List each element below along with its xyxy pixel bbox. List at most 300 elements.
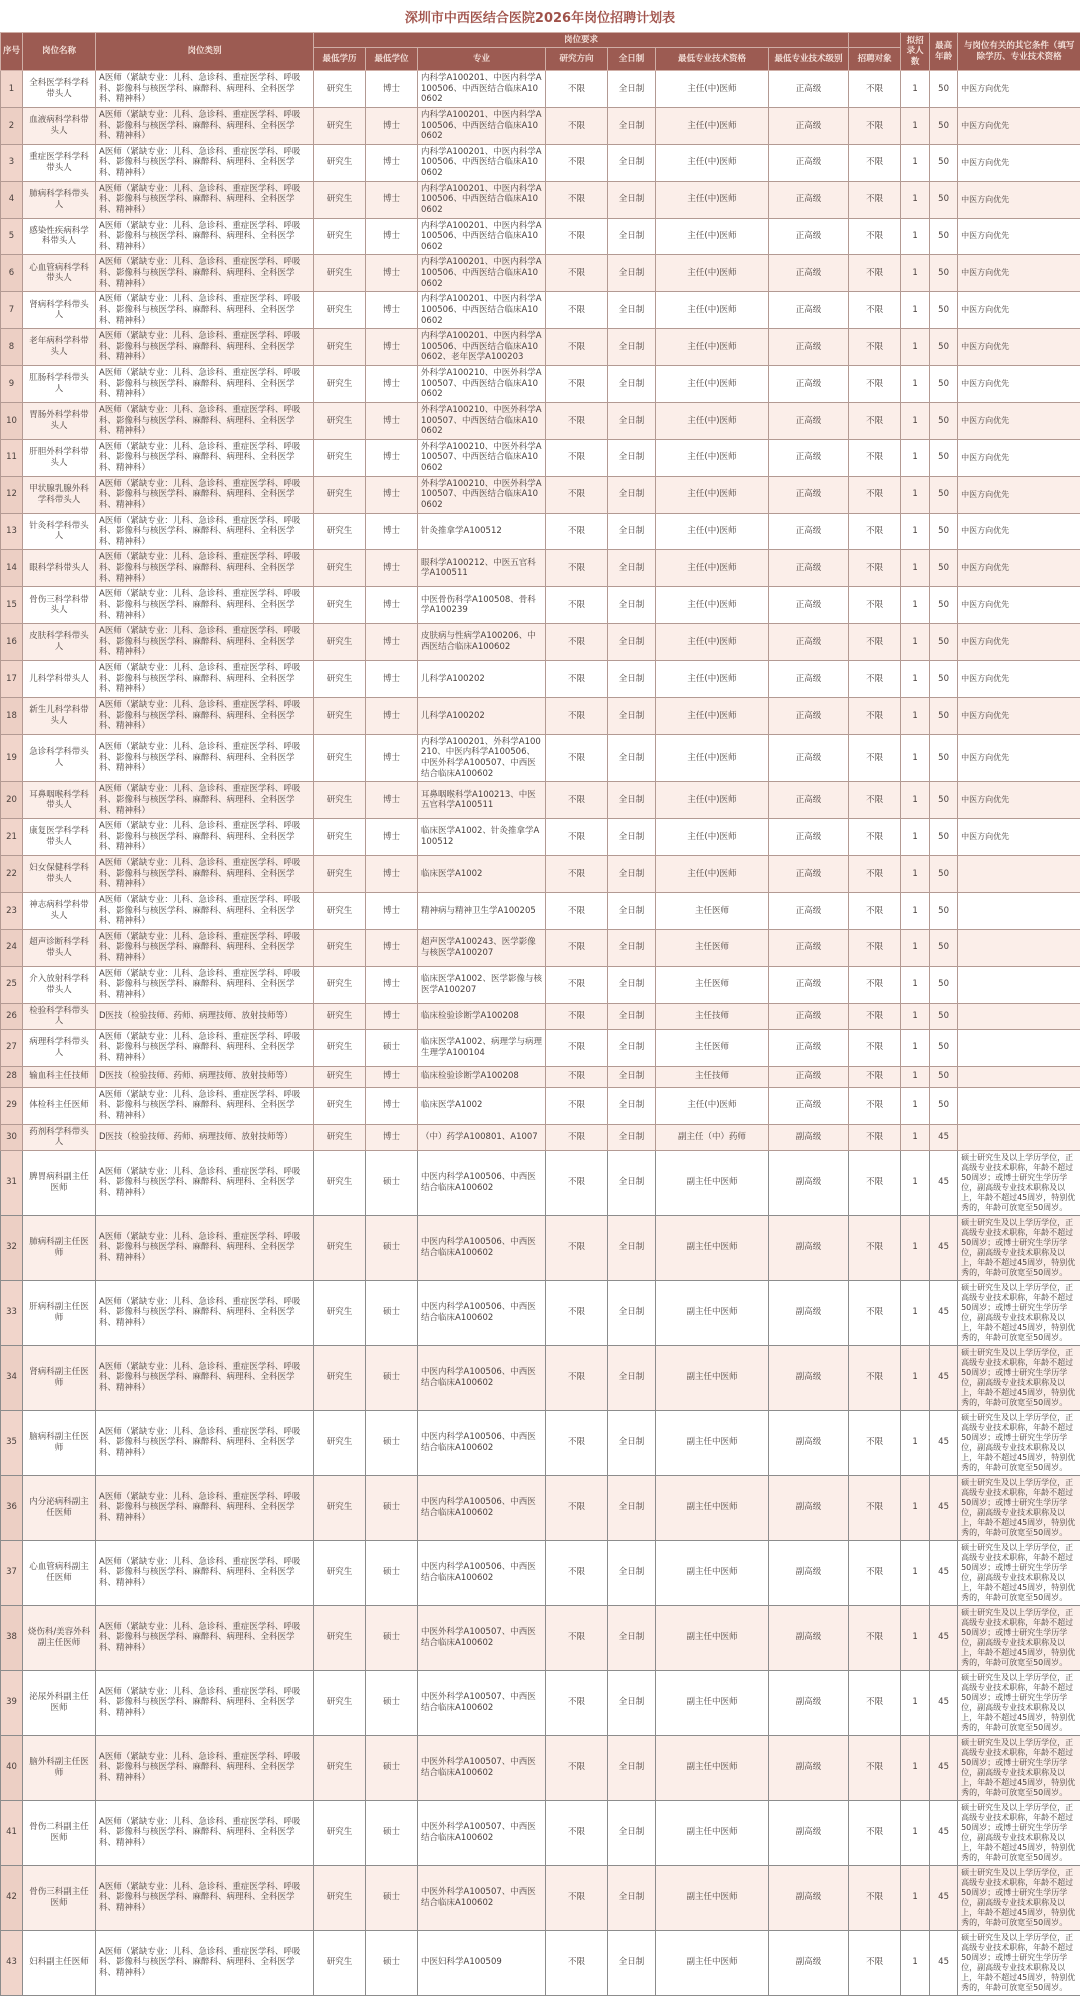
cell-ft: 全日制 bbox=[608, 929, 656, 966]
cell-target: 不限 bbox=[849, 476, 901, 513]
cell-target: 不限 bbox=[849, 929, 901, 966]
cell-name: 心血管病科学科带头人 bbox=[23, 255, 96, 292]
cell-cat: A医师（紧缺专业：儿科、急诊科、重症医学科、呼吸科、影像科与核医学科、麻醉科、病理科、全科医学科、精神科） bbox=[96, 366, 314, 403]
cell-edu: 研究生 bbox=[314, 1087, 366, 1124]
cell-edu: 研究生 bbox=[314, 734, 366, 782]
table-row bbox=[1, 966, 1080, 1003]
cell-name: 康复医学科学科带头人 bbox=[23, 819, 96, 856]
cell-no: 35 bbox=[1, 1410, 23, 1475]
cell-degree: 博士 bbox=[366, 1003, 418, 1029]
cell-ft: 全日制 bbox=[608, 661, 656, 698]
cell-cat: A医师（紧缺专业：儿科、急诊科、重症医学科、呼吸科、影像科与核医学科、麻醉科、病理科、全科医学科、精神科） bbox=[96, 661, 314, 698]
cell-no: 34 bbox=[1, 1345, 23, 1410]
cell-name: 感染性疾病科学科带头人 bbox=[23, 218, 96, 255]
cell-qual: 主任(中)医师 bbox=[656, 697, 769, 734]
cell-degree: 博士 bbox=[366, 439, 418, 476]
cell-age: 50 bbox=[930, 892, 958, 929]
cell-target: 不限 bbox=[849, 661, 901, 698]
cell-name: 肺病科副主任医师 bbox=[23, 1215, 96, 1280]
cell-cond: 硕士研究生及以上学历学位，正高级专业技术职称，年龄不超过50周岁；或博士研究生学历学位，副高级专业技术职称及以上，年龄不超过45周岁，特别优秀的，年龄可放宽至50周岁。 bbox=[958, 1930, 1080, 1995]
cell-target: 不限 bbox=[849, 697, 901, 734]
cell-major: 外科学A100210、中医外科学A100507、中西医结合临床A100602 bbox=[418, 402, 546, 439]
cell-no: 20 bbox=[1, 782, 23, 819]
cell-edu: 研究生 bbox=[314, 439, 366, 476]
cell-cat: A医师（紧缺专业：儿科、急诊科、重症医学科、呼吸科、影像科与核医学科、麻醉科、病理科、全科医学科、精神科） bbox=[96, 1605, 314, 1670]
cell-name: 肛肠科学科带头人 bbox=[23, 366, 96, 403]
cell-target: 不限 bbox=[849, 329, 901, 366]
cell-age: 50 bbox=[930, 366, 958, 403]
cell-major: 儿科学A100202 bbox=[418, 661, 546, 698]
cell-qual: 副主任中医师 bbox=[656, 1280, 769, 1345]
table-row bbox=[1, 476, 1080, 513]
cell-cond: 硕士研究生及以上学历学位，正高级专业技术职称，年龄不超过50周岁；或博士研究生学历学位，副高级专业技术职称及以上，年龄不超过45周岁，特别优秀的，年龄可放宽至50周岁。 bbox=[958, 1800, 1080, 1865]
cell-target: 不限 bbox=[849, 1345, 901, 1410]
cell-major: 内科学A100201、中医内科学A100506、中西医结合临床A100602 bbox=[418, 144, 546, 181]
cell-no: 43 bbox=[1, 1930, 23, 1995]
cell-level: 正高级 bbox=[769, 292, 849, 329]
cell-age: 45 bbox=[930, 1930, 958, 1995]
cell-no: 11 bbox=[1, 439, 23, 476]
cell-qual: 主任(中)医师 bbox=[656, 819, 769, 856]
cell-cat: A医师（紧缺专业：儿科、急诊科、重症医学科、呼吸科、影像科与核医学科、麻醉科、病理科、全科医学科、精神科） bbox=[96, 107, 314, 144]
cell-name: 甲状腺乳腺外科学科带头人 bbox=[23, 476, 96, 513]
cell-count: 1 bbox=[901, 1003, 930, 1029]
cell-degree: 硕士 bbox=[366, 1735, 418, 1800]
cell-degree: 硕士 bbox=[366, 1930, 418, 1995]
col-header-major: 专业 bbox=[418, 48, 546, 71]
cell-cond: 中医方向优先 bbox=[958, 107, 1080, 144]
cell-age: 45 bbox=[930, 1670, 958, 1735]
cell-degree: 博士 bbox=[366, 929, 418, 966]
cell-name: 针灸科学科带头人 bbox=[23, 513, 96, 550]
table-row bbox=[1, 439, 1080, 476]
cell-edu: 研究生 bbox=[314, 329, 366, 366]
cell-level: 正高级 bbox=[769, 697, 849, 734]
cell-level: 副高级 bbox=[769, 1475, 849, 1540]
cell-count: 1 bbox=[901, 1670, 930, 1735]
cell-no: 24 bbox=[1, 929, 23, 966]
cell-count: 1 bbox=[901, 782, 930, 819]
cell-name: 超声诊断科学科带头人 bbox=[23, 929, 96, 966]
cell-no: 38 bbox=[1, 1605, 23, 1670]
cell-cond: 中医方向优先 bbox=[958, 329, 1080, 366]
cell-edu: 研究生 bbox=[314, 856, 366, 893]
cell-dir: 不限 bbox=[546, 1670, 608, 1735]
cell-cat: A医师（紧缺专业：儿科、急诊科、重症医学科、呼吸科、影像科与核医学科、麻醉科、病理科、全科医学科、精神科） bbox=[96, 1670, 314, 1735]
cell-cat: A医师（紧缺专业：儿科、急诊科、重症医学科、呼吸科、影像科与核医学科、麻醉科、病理科、全科医学科、精神科） bbox=[96, 550, 314, 587]
cell-level: 正高级 bbox=[769, 856, 849, 893]
cell-dir: 不限 bbox=[546, 624, 608, 661]
cell-degree: 博士 bbox=[366, 1087, 418, 1124]
cell-count: 1 bbox=[901, 1087, 930, 1124]
cell-count: 1 bbox=[901, 402, 930, 439]
table-row bbox=[1, 329, 1080, 366]
cell-qual: 主任(中)医师 bbox=[656, 292, 769, 329]
cell-ft: 全日制 bbox=[608, 1865, 656, 1930]
cell-qual: 主任(中)医师 bbox=[656, 439, 769, 476]
cell-level: 正高级 bbox=[769, 661, 849, 698]
col-header-research-direction: 研究方向 bbox=[546, 48, 608, 71]
cell-ft: 全日制 bbox=[608, 439, 656, 476]
cell-major: （中）药学A100801、A1007 bbox=[418, 1124, 546, 1150]
cell-cat: A医师（紧缺专业：儿科、急诊科、重症医学科、呼吸科、影像科与核医学科、麻醉科、病理科、全科医学科、精神科） bbox=[96, 1930, 314, 1995]
cell-major: 中医外科学A100507、中西医结合临床A100602 bbox=[418, 1735, 546, 1800]
cell-dir: 不限 bbox=[546, 550, 608, 587]
cell-cat: A医师（紧缺专业：儿科、急诊科、重症医学科、呼吸科、影像科与核医学科、麻醉科、病理科、全科医学科、精神科） bbox=[96, 1280, 314, 1345]
cell-age: 50 bbox=[930, 661, 958, 698]
cell-count: 1 bbox=[901, 71, 930, 108]
table-row bbox=[1, 71, 1080, 108]
cell-cond: 中医方向优先 bbox=[958, 71, 1080, 108]
cell-qual: 主任(中)医师 bbox=[656, 550, 769, 587]
cell-age: 50 bbox=[930, 513, 958, 550]
cell-major: 临床医学A1002、病理学与病理生理学A100104 bbox=[418, 1029, 546, 1066]
table-header bbox=[1, 33, 1080, 71]
cell-edu: 研究生 bbox=[314, 1800, 366, 1865]
cell-qual: 副主任中医师 bbox=[656, 1150, 769, 1215]
cell-count: 1 bbox=[901, 1124, 930, 1150]
cell-count: 1 bbox=[901, 1410, 930, 1475]
table-row bbox=[1, 1605, 1080, 1670]
cell-dir: 不限 bbox=[546, 1605, 608, 1670]
cell-major: 外科学A100210、中医外科学A100507、中西医结合临床A100602 bbox=[418, 476, 546, 513]
cell-cat: A医师（紧缺专业：儿科、急诊科、重症医学科、呼吸科、影像科与核医学科、麻醉科、病理科、全科医学科、精神科） bbox=[96, 329, 314, 366]
cell-count: 1 bbox=[901, 1029, 930, 1066]
cell-age: 45 bbox=[930, 1540, 958, 1605]
cell-degree: 博士 bbox=[366, 181, 418, 218]
cell-dir: 不限 bbox=[546, 366, 608, 403]
cell-dir: 不限 bbox=[546, 929, 608, 966]
cell-age: 45 bbox=[930, 1410, 958, 1475]
cell-age: 50 bbox=[930, 697, 958, 734]
cell-target: 不限 bbox=[849, 439, 901, 476]
table-row bbox=[1, 1345, 1080, 1410]
cell-dir: 不限 bbox=[546, 1280, 608, 1345]
cell-cat: D医技（检验技师、药师、病理技师、放射技师等） bbox=[96, 1003, 314, 1029]
cell-no: 10 bbox=[1, 402, 23, 439]
cell-target: 不限 bbox=[849, 1087, 901, 1124]
cell-dir: 不限 bbox=[546, 966, 608, 1003]
cell-age: 50 bbox=[930, 929, 958, 966]
cell-major: 精神病与精神卫生学A100205 bbox=[418, 892, 546, 929]
cell-no: 32 bbox=[1, 1215, 23, 1280]
table-row bbox=[1, 1865, 1080, 1930]
cell-name: 烧伤科/美容外科副主任医师 bbox=[23, 1605, 96, 1670]
cell-age: 50 bbox=[930, 71, 958, 108]
cell-name: 体检科主任医师 bbox=[23, 1087, 96, 1124]
cell-no: 30 bbox=[1, 1124, 23, 1150]
cell-cond: 中医方向优先 bbox=[958, 402, 1080, 439]
cell-level: 正高级 bbox=[769, 966, 849, 1003]
cell-edu: 研究生 bbox=[314, 1605, 366, 1670]
cell-name: 脾胃病科副主任医师 bbox=[23, 1150, 96, 1215]
table-row bbox=[1, 1280, 1080, 1345]
cell-cat: A医师（紧缺专业：儿科、急诊科、重症医学科、呼吸科、影像科与核医学科、麻醉科、病理科、全科医学科、精神科） bbox=[96, 144, 314, 181]
cell-name: 心血管病科副主任医师 bbox=[23, 1540, 96, 1605]
table-row bbox=[1, 513, 1080, 550]
cell-target: 不限 bbox=[849, 292, 901, 329]
cell-cat: D医技（检验技师、药师、病理技师、放射技师等） bbox=[96, 1124, 314, 1150]
cell-cat: A医师（紧缺专业：儿科、急诊科、重症医学科、呼吸科、影像科与核医学科、麻醉科、病理科、全科医学科、精神科） bbox=[96, 255, 314, 292]
page-title: 深圳市中西医结合医院2026年岗位招聘计划表 bbox=[0, 0, 1080, 32]
cell-age: 50 bbox=[930, 255, 958, 292]
cell-major: 中医外科学A100507、中西医结合临床A100602 bbox=[418, 1800, 546, 1865]
cell-edu: 研究生 bbox=[314, 1930, 366, 1995]
cell-edu: 研究生 bbox=[314, 587, 366, 624]
cell-edu: 研究生 bbox=[314, 1410, 366, 1475]
cell-edu: 研究生 bbox=[314, 819, 366, 856]
cell-qual: 主任(中)医师 bbox=[656, 329, 769, 366]
cell-age: 50 bbox=[930, 550, 958, 587]
cell-degree: 博士 bbox=[366, 218, 418, 255]
cell-dir: 不限 bbox=[546, 144, 608, 181]
cell-target: 不限 bbox=[849, 107, 901, 144]
cell-cat: A医师（紧缺专业：儿科、急诊科、重症医学科、呼吸科、影像科与核医学科、麻醉科、病理科、全科医学科、精神科） bbox=[96, 782, 314, 819]
table-row bbox=[1, 624, 1080, 661]
col-header-min-degree: 最低学位 bbox=[366, 48, 418, 71]
cell-degree: 硕士 bbox=[366, 1865, 418, 1930]
cell-degree: 博士 bbox=[366, 856, 418, 893]
cell-cond bbox=[958, 966, 1080, 1003]
cell-ft: 全日制 bbox=[608, 697, 656, 734]
cell-degree: 博士 bbox=[366, 734, 418, 782]
cell-no: 9 bbox=[1, 366, 23, 403]
cell-age: 50 bbox=[930, 329, 958, 366]
cell-dir: 不限 bbox=[546, 1124, 608, 1150]
cell-dir: 不限 bbox=[546, 1345, 608, 1410]
table-row bbox=[1, 734, 1080, 782]
cell-name: 脑外科副主任医师 bbox=[23, 1735, 96, 1800]
cell-age: 50 bbox=[930, 819, 958, 856]
cell-qual: 副主任中医师 bbox=[656, 1865, 769, 1930]
col-header-target: 招聘对象 bbox=[849, 48, 901, 71]
cell-ft: 全日制 bbox=[608, 144, 656, 181]
cell-major: 外科学A100210、中医外科学A100507、中西医结合临床A100602 bbox=[418, 366, 546, 403]
cell-cond bbox=[958, 1003, 1080, 1029]
cell-cond: 硕士研究生及以上学历学位，正高级专业技术职称，年龄不超过50周岁；或博士研究生学历学位，副高级专业技术职称及以上，年龄不超过45周岁，特别优秀的，年龄可放宽至50周岁。 bbox=[958, 1215, 1080, 1280]
table-row bbox=[1, 144, 1080, 181]
cell-dir: 不限 bbox=[546, 1930, 608, 1995]
recruitment-table bbox=[0, 32, 1080, 1996]
table-row bbox=[1, 661, 1080, 698]
cell-dir: 不限 bbox=[546, 697, 608, 734]
cell-cond: 中医方向优先 bbox=[958, 697, 1080, 734]
cell-level: 副高级 bbox=[769, 1124, 849, 1150]
table-row bbox=[1, 1670, 1080, 1735]
cell-age: 50 bbox=[930, 144, 958, 181]
cell-level: 副高级 bbox=[769, 1150, 849, 1215]
cell-count: 1 bbox=[901, 661, 930, 698]
cell-cond: 硕士研究生及以上学历学位，正高级专业技术职称，年龄不超过50周岁；或博士研究生学历学位，副高级专业技术职称及以上，年龄不超过45周岁，特别优秀的，年龄可放宽至50周岁。 bbox=[958, 1540, 1080, 1605]
cell-target: 不限 bbox=[849, 513, 901, 550]
cell-no: 37 bbox=[1, 1540, 23, 1605]
cell-edu: 研究生 bbox=[314, 1345, 366, 1410]
cell-degree: 博士 bbox=[366, 697, 418, 734]
cell-ft: 全日制 bbox=[608, 1150, 656, 1215]
cell-cond: 硕士研究生及以上学历学位，正高级专业技术职称，年龄不超过50周岁；或博士研究生学历学位，副高级专业技术职称及以上，年龄不超过45周岁，特别优秀的，年龄可放宽至50周岁。 bbox=[958, 1670, 1080, 1735]
cell-qual: 主任(中)医师 bbox=[656, 734, 769, 782]
table-row bbox=[1, 292, 1080, 329]
cell-cond: 中医方向优先 bbox=[958, 624, 1080, 661]
table-row bbox=[1, 1410, 1080, 1475]
table-row bbox=[1, 218, 1080, 255]
cell-ft: 全日制 bbox=[608, 255, 656, 292]
cell-count: 1 bbox=[901, 1605, 930, 1670]
cell-count: 1 bbox=[901, 1215, 930, 1280]
cell-target: 不限 bbox=[849, 1475, 901, 1540]
cell-edu: 研究生 bbox=[314, 255, 366, 292]
col-header-spacer bbox=[849, 33, 901, 48]
cell-dir: 不限 bbox=[546, 1003, 608, 1029]
cell-no: 13 bbox=[1, 513, 23, 550]
cell-ft: 全日制 bbox=[608, 550, 656, 587]
cell-level: 副高级 bbox=[769, 1865, 849, 1930]
cell-ft: 全日制 bbox=[608, 1540, 656, 1605]
cell-name: 输血科主任技师 bbox=[23, 1066, 96, 1087]
cell-qual: 主任技师 bbox=[656, 1003, 769, 1029]
cell-qual: 主任(中)医师 bbox=[656, 181, 769, 218]
cell-major: 临床医学A1002 bbox=[418, 1087, 546, 1124]
cell-edu: 研究生 bbox=[314, 697, 366, 734]
cell-cat: A医师（紧缺专业：儿科、急诊科、重症医学科、呼吸科、影像科与核医学科、麻醉科、病理科、全科医学科、精神科） bbox=[96, 181, 314, 218]
cell-ft: 全日制 bbox=[608, 782, 656, 819]
cell-age: 50 bbox=[930, 1003, 958, 1029]
cell-age: 50 bbox=[930, 476, 958, 513]
cell-ft: 全日制 bbox=[608, 366, 656, 403]
cell-major: 中医骨伤科学A100508、骨科学A100239 bbox=[418, 587, 546, 624]
cell-cond: 硕士研究生及以上学历学位，正高级专业技术职称，年龄不超过50周岁；或博士研究生学历学位，副高级专业技术职称及以上，年龄不超过45周岁，特别优秀的，年龄可放宽至50周岁。 bbox=[958, 1410, 1080, 1475]
col-header-no: 序号 bbox=[1, 33, 23, 71]
col-header-min-education: 最低学历 bbox=[314, 48, 366, 71]
cell-count: 1 bbox=[901, 107, 930, 144]
cell-major: 中医妇科学A100509 bbox=[418, 1930, 546, 1995]
cell-degree: 硕士 bbox=[366, 1605, 418, 1670]
cell-count: 1 bbox=[901, 476, 930, 513]
cell-level: 正高级 bbox=[769, 734, 849, 782]
cell-count: 1 bbox=[901, 624, 930, 661]
cell-dir: 不限 bbox=[546, 734, 608, 782]
cell-cat: A医师（紧缺专业：儿科、急诊科、重症医学科、呼吸科、影像科与核医学科、麻醉科、病理科、全科医学科、精神科） bbox=[96, 966, 314, 1003]
cell-name: 急诊科学科带头人 bbox=[23, 734, 96, 782]
cell-cond: 中医方向优先 bbox=[958, 218, 1080, 255]
cell-name: 药剂科学科带头人 bbox=[23, 1124, 96, 1150]
cell-level: 副高级 bbox=[769, 1540, 849, 1605]
cell-edu: 研究生 bbox=[314, 1066, 366, 1087]
cell-level: 正高级 bbox=[769, 218, 849, 255]
cell-cond: 中医方向优先 bbox=[958, 181, 1080, 218]
cell-degree: 硕士 bbox=[366, 1475, 418, 1540]
cell-cond: 硕士研究生及以上学历学位，正高级专业技术职称，年龄不超过50周岁；或博士研究生学历学位，副高级专业技术职称及以上，年龄不超过45周岁，特别优秀的，年龄可放宽至50周岁。 bbox=[958, 1345, 1080, 1410]
cell-major: 内科学A100201、中医内科学A100506、中西医结合临床A100602 bbox=[418, 71, 546, 108]
cell-ft: 全日制 bbox=[608, 892, 656, 929]
cell-count: 1 bbox=[901, 1930, 930, 1995]
cell-degree: 硕士 bbox=[366, 1029, 418, 1066]
cell-name: 肝胆外科学科带头人 bbox=[23, 439, 96, 476]
cell-no: 23 bbox=[1, 892, 23, 929]
cell-dir: 不限 bbox=[546, 292, 608, 329]
cell-ft: 全日制 bbox=[608, 734, 656, 782]
cell-age: 50 bbox=[930, 1029, 958, 1066]
cell-major: 中医内科学A100506、中西医结合临床A100602 bbox=[418, 1475, 546, 1540]
cell-cat: A医师（紧缺专业：儿科、急诊科、重症医学科、呼吸科、影像科与核医学科、麻醉科、病理科、全科医学科、精神科） bbox=[96, 892, 314, 929]
cell-dir: 不限 bbox=[546, 255, 608, 292]
cell-dir: 不限 bbox=[546, 856, 608, 893]
cell-qual: 副主任中医师 bbox=[656, 1735, 769, 1800]
cell-name: 肝病科副主任医师 bbox=[23, 1280, 96, 1345]
cell-no: 15 bbox=[1, 587, 23, 624]
cell-dir: 不限 bbox=[546, 439, 608, 476]
cell-level: 副高级 bbox=[769, 1280, 849, 1345]
cell-count: 1 bbox=[901, 550, 930, 587]
cell-count: 1 bbox=[901, 929, 930, 966]
cell-count: 1 bbox=[901, 329, 930, 366]
cell-cat: A医师（紧缺专业：儿科、急诊科、重症医学科、呼吸科、影像科与核医学科、麻醉科、病理科、全科医学科、精神科） bbox=[96, 1735, 314, 1800]
cell-cat: A医师（紧缺专业：儿科、急诊科、重症医学科、呼吸科、影像科与核医学科、麻醉科、病理科、全科医学科、精神科） bbox=[96, 1410, 314, 1475]
cell-cond: 中医方向优先 bbox=[958, 144, 1080, 181]
cell-edu: 研究生 bbox=[314, 71, 366, 108]
cell-edu: 研究生 bbox=[314, 892, 366, 929]
cell-level: 正高级 bbox=[769, 550, 849, 587]
cell-edu: 研究生 bbox=[314, 624, 366, 661]
cell-level: 正高级 bbox=[769, 624, 849, 661]
cell-degree: 硕士 bbox=[366, 1800, 418, 1865]
cell-cat: A医师（紧缺专业：儿科、急诊科、重症医学科、呼吸科、影像科与核医学科、麻醉科、病理科、全科医学科、精神科） bbox=[96, 587, 314, 624]
cell-cond: 硕士研究生及以上学历学位，正高级专业技术职称，年龄不超过50周岁；或博士研究生学历学位，副高级专业技术职称及以上，年龄不超过45周岁，特别优秀的，年龄可放宽至50周岁。 bbox=[958, 1475, 1080, 1540]
cell-cat: A医师（紧缺专业：儿科、急诊科、重症医学科、呼吸科、影像科与核医学科、麻醉科、病理科、全科医学科、精神科） bbox=[96, 1865, 314, 1930]
cell-dir: 不限 bbox=[546, 782, 608, 819]
cell-qual: 主任技师 bbox=[656, 1066, 769, 1087]
cell-edu: 研究生 bbox=[314, 1735, 366, 1800]
cell-target: 不限 bbox=[849, 782, 901, 819]
cell-cond bbox=[958, 1029, 1080, 1066]
cell-no: 25 bbox=[1, 966, 23, 1003]
cell-qual: 主任医师 bbox=[656, 966, 769, 1003]
cell-ft: 全日制 bbox=[608, 819, 656, 856]
cell-no: 19 bbox=[1, 734, 23, 782]
cell-ft: 全日制 bbox=[608, 402, 656, 439]
cell-qual: 副主任中医师 bbox=[656, 1215, 769, 1280]
cell-no: 18 bbox=[1, 697, 23, 734]
cell-name: 肺病科学科带头人 bbox=[23, 181, 96, 218]
cell-count: 1 bbox=[901, 218, 930, 255]
cell-cat: A医师（紧缺专业：儿科、急诊科、重症医学科、呼吸科、影像科与核医学科、麻醉科、病理科、全科医学科、精神科） bbox=[96, 624, 314, 661]
cell-ft: 全日制 bbox=[608, 181, 656, 218]
cell-cat: A医师（紧缺专业：儿科、急诊科、重症医学科、呼吸科、影像科与核医学科、麻醉科、病理科、全科医学科、精神科） bbox=[96, 218, 314, 255]
cell-level: 正高级 bbox=[769, 329, 849, 366]
table-row bbox=[1, 819, 1080, 856]
col-header-age: 最高年龄 bbox=[930, 33, 958, 71]
cell-ft: 全日制 bbox=[608, 624, 656, 661]
cell-name: 老年病科学科带头人 bbox=[23, 329, 96, 366]
cell-degree: 博士 bbox=[366, 476, 418, 513]
cell-count: 1 bbox=[901, 1345, 930, 1410]
cell-target: 不限 bbox=[849, 366, 901, 403]
cell-degree: 硕士 bbox=[366, 1670, 418, 1735]
cell-major: 中医外科学A100507、中西医结合临床A100602 bbox=[418, 1865, 546, 1930]
cell-target: 不限 bbox=[849, 1930, 901, 1995]
cell-ft: 全日制 bbox=[608, 1670, 656, 1735]
cell-level: 正高级 bbox=[769, 1029, 849, 1066]
table-row bbox=[1, 782, 1080, 819]
cell-dir: 不限 bbox=[546, 1475, 608, 1540]
cell-no: 16 bbox=[1, 624, 23, 661]
cell-qual: 主任(中)医师 bbox=[656, 107, 769, 144]
cell-ft: 全日制 bbox=[608, 1029, 656, 1066]
cell-qual: 副主任中医师 bbox=[656, 1605, 769, 1670]
cell-degree: 博士 bbox=[366, 402, 418, 439]
cell-name: 病理科学科带头人 bbox=[23, 1029, 96, 1066]
cell-level: 正高级 bbox=[769, 819, 849, 856]
